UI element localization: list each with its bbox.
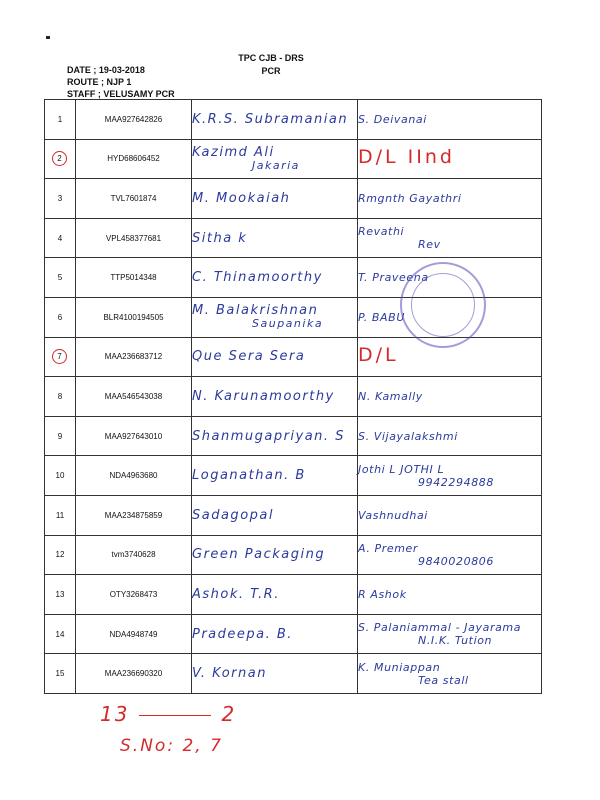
signature-line: S. Vijayalakshmi [358,429,458,443]
row-number-value: 12 [55,550,65,560]
table-row [45,575,542,615]
row-number-value: 3 [57,193,63,203]
signature-line-2: N.I.K. Tution [418,634,493,648]
recipient-name-line: C. Thinamoorthy [192,270,323,286]
table-row [45,416,542,456]
recipient-name-line: M. Mookaiah [192,190,291,206]
receiver-signature [358,456,542,496]
signature-line-2: Rev [418,238,441,252]
signature-line: A. Premer [358,541,419,555]
signature-line: Revathi [358,225,405,239]
signature-line-2: Tea stall [418,673,469,687]
tracking-code: MAA234875859 [76,495,192,535]
row-number [45,535,76,575]
table-row [45,654,542,694]
signature-line: S. Palaniammal - Jayarama [358,621,522,635]
receiver-signature [358,575,542,615]
row-number-value: 15 [55,669,65,679]
tracking-code: MAA927643010 [76,416,192,456]
table-row [45,535,542,575]
scan-mark [46,36,50,39]
row-number [45,139,76,179]
document-subtitle: PCR [261,66,281,76]
row-number-value: 9 [57,431,63,441]
tracking-code: TTP5014348 [76,258,192,298]
receiver-signature [358,218,542,258]
recipient-name [192,495,358,535]
row-number-value: 5 [57,273,63,283]
recipient-name-line-2: Jakaria [252,158,300,172]
staff-line: STAFF ; VELUSAMY PCR [67,89,175,99]
signature-line: N. Kamally [358,389,423,403]
signature-line: D/L IInd [358,146,455,169]
receiver-signature [358,179,542,219]
recipient-name-line: Ashok. T.R. [192,586,280,602]
delivery-table [44,99,542,694]
recipient-name-line: Kazimd Ali [192,144,275,160]
office-stamp [400,262,486,348]
summary-sno-label: S.No: [120,736,176,756]
row-number [45,297,76,337]
table-row [45,100,542,140]
recipient-name [192,139,358,179]
recipient-name [192,377,358,417]
recipient-name-line: Loganathan. B [192,468,306,484]
recipient-name [192,337,358,377]
summary-undelivered: 2 [221,702,237,726]
signature-line: T. Praveena [358,271,429,285]
table-row [45,456,542,496]
row-number-value: 14 [55,629,65,639]
signature-line: R Ashok [358,587,407,601]
signature-line: Jothi L JOTHI L [358,462,445,476]
recipient-name-line: Green Packaging [192,547,326,563]
tracking-code: MAA927642826 [76,100,192,140]
recipient-name [192,100,358,140]
row-number [45,258,76,298]
document-title: TPC CJB - DRS [238,53,304,63]
summary-total: 13 [100,702,130,726]
recipient-name-line: Sitha k [192,230,248,246]
row-number-value: 11 [55,510,65,520]
recipient-name-line: Shanmugapriyan. S [192,428,345,444]
table-row [45,614,542,654]
summary-dash [139,715,211,716]
recipient-name [192,535,358,575]
receiver-signature [358,535,542,575]
tracking-code: BLR4100194505 [76,297,192,337]
recipient-name-line: M. Balakrishnan [192,303,319,319]
recipient-name-line: Que Sera Sera [192,349,306,365]
recipient-name [192,654,358,694]
table-row [45,179,542,219]
tracking-code: MAA236690320 [76,654,192,694]
tracking-code: MAA236683712 [76,337,192,377]
row-number-value: 7 [52,349,67,364]
recipient-name [192,456,358,496]
receiver-signature [358,495,542,535]
document-meta [67,64,175,100]
row-number [45,337,76,377]
signature-line-2: 9840020806 [418,554,494,568]
row-number [45,218,76,258]
tracking-code: tvm3740628 [76,535,192,575]
summary-sno-values: 2, 7 [182,736,223,756]
table-row [45,139,542,179]
tracking-code: VPL458377681 [76,218,192,258]
recipient-name-line: K.R.S. Subramanian [192,111,349,127]
row-number [45,654,76,694]
document-header [228,52,314,78]
row-number-value: 2 [52,151,67,166]
recipient-name [192,614,358,654]
recipient-name [192,258,358,298]
row-number [45,179,76,219]
row-number [45,377,76,417]
date-line: DATE ; 19-03-2018 [67,65,145,75]
receiver-signature [358,654,542,694]
recipient-name-line: Pradeepa. B. [192,626,293,642]
table-row [45,495,542,535]
recipient-name [192,575,358,615]
row-number-value: 13 [55,589,65,599]
row-number [45,416,76,456]
row-number-value: 8 [57,391,63,401]
row-number-value: 1 [57,114,63,124]
recipient-name-line: Sadagopal [192,507,274,523]
signature-line: K. Muniappan [358,660,441,674]
recipient-name-line: V. Kornan [192,666,267,682]
signature-line: D/L [358,344,399,367]
receiver-signature [358,100,542,140]
row-number [45,495,76,535]
tracking-code: TVL7601874 [76,179,192,219]
signature-line: P. BABU [358,310,405,324]
table-row [45,377,542,417]
tracking-code: HYD68606452 [76,139,192,179]
signature-line: Vashnudhai [358,508,428,522]
recipient-name-line-2: Saupanika [252,317,324,331]
receiver-signature [358,416,542,456]
recipient-name [192,218,358,258]
recipient-name-line: N. Karunamoorthy [192,388,335,404]
row-number [45,575,76,615]
signature-line-2: 9942294888 [418,475,494,489]
recipient-name [192,416,358,456]
route-line: ROUTE ; NJP 1 [67,77,132,87]
row-number-value: 6 [57,312,63,322]
receiver-signature [358,614,542,654]
row-number-value: 4 [57,233,63,243]
row-number [45,614,76,654]
row-number [45,100,76,140]
table-row [45,218,542,258]
receiver-signature [358,139,542,179]
table-row [45,337,542,377]
recipient-name [192,179,358,219]
tracking-code: MAA546543038 [76,377,192,417]
signature-line: Rmgnth Gayathri [358,191,462,205]
row-number [45,456,76,496]
receiver-signature [358,377,542,417]
signature-line: S. Deivanai [358,112,427,126]
row-number-value: 10 [55,471,65,481]
tracking-code: OTY3268473 [76,575,192,615]
tracking-code: NDA4963680 [76,456,192,496]
tracking-code: NDA4948749 [76,614,192,654]
recipient-name [192,297,358,337]
